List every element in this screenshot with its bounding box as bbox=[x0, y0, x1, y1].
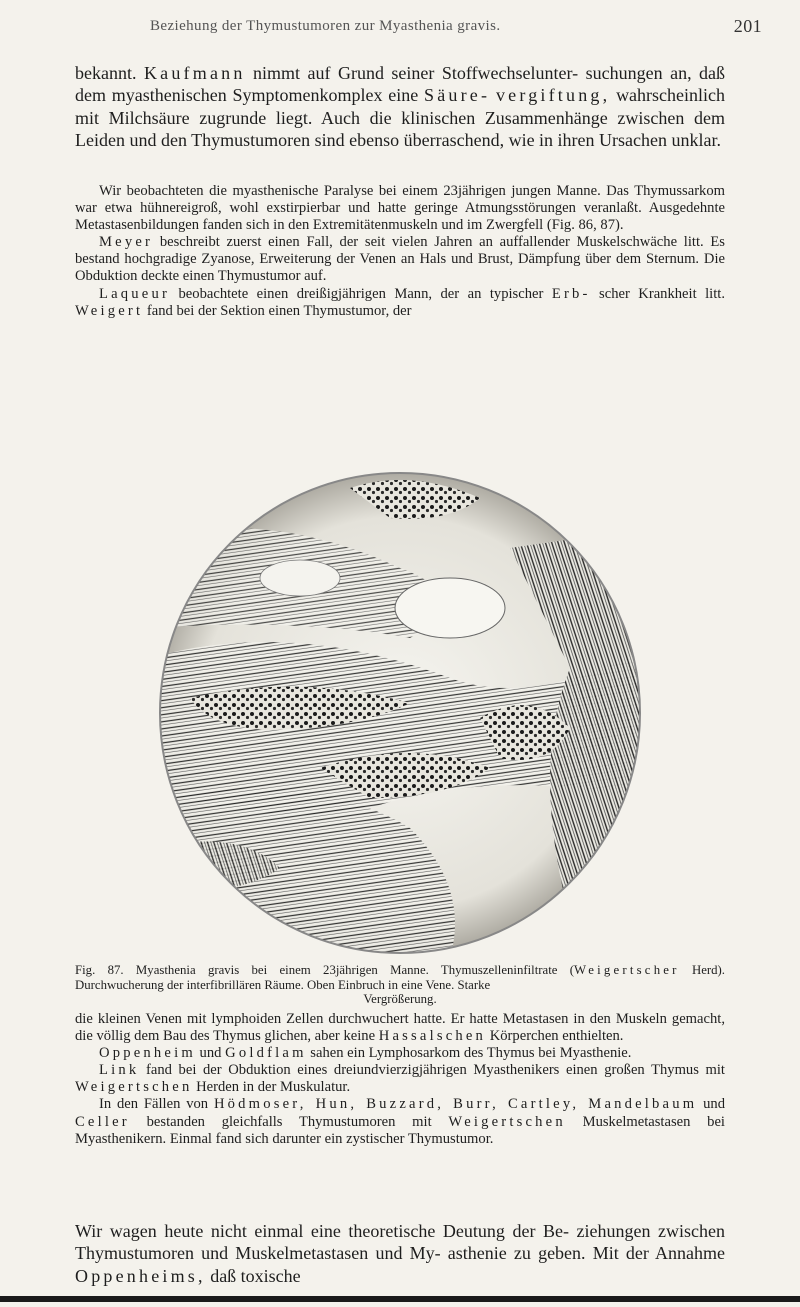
text-run: Herd). Durchwucherung der interfibrillären Räume. Oben Einbruch in eine Vene. Starke bbox=[75, 963, 726, 992]
micrograph-image-svg bbox=[150, 468, 650, 958]
text-run: Muskelmetastasen bei Myasthenikern. Einmal fand sich darunter ein zystischer Thymustumor. bbox=[75, 1113, 725, 1147]
author-name: Weigertscher bbox=[574, 963, 680, 977]
text-run: bestanden gleichfalls Thymustumoren mit bbox=[146, 1113, 432, 1130]
text-run: Herden in der Muskulatur. bbox=[196, 1079, 351, 1096]
author-names: Hödmoser, Hun, Buzzard, Burr, Cartley, Mandelbaum bbox=[213, 1096, 698, 1113]
text-run: nimmt auf Grund seiner Stoffwechselunter- bbox=[253, 63, 579, 83]
author-name: Weigert bbox=[75, 302, 144, 319]
text-run: wahrscheinlich mit Milchsäure zugrunde liegt. Auch die bbox=[75, 85, 726, 128]
text-run: die kleinen Venen mit lymphoiden Zellen durchwuchert hatte. Er hatte Metastasen in den Muskeln gemacht, die völlig dem Bau des Thymus glichen, aber keine bbox=[75, 1011, 725, 1045]
emphasis-text: vergiftung, bbox=[495, 85, 611, 106]
paragraph bbox=[75, 286, 725, 320]
page-number: 201 bbox=[733, 16, 762, 36]
author-name: Kaufmann bbox=[143, 63, 246, 83]
author-name: Meyer bbox=[99, 234, 154, 251]
author-name: Celler bbox=[75, 1113, 130, 1130]
author-name: Weigertschen bbox=[448, 1113, 566, 1130]
text-run: Körperchen enthielten. bbox=[489, 1028, 624, 1045]
figure-caption bbox=[75, 963, 725, 1007]
text-run: scher Krankheit litt. bbox=[599, 285, 725, 302]
paragraph bbox=[75, 1011, 725, 1045]
author-name: Hassalschen bbox=[378, 1028, 487, 1045]
closing-paragraph bbox=[75, 1220, 725, 1287]
text-run: klinischen Zusammenhänge zwischen dem Leiden und den Thymustumoren bbox=[75, 107, 725, 150]
text-run: daß toxische bbox=[210, 1265, 301, 1286]
text-run: bekannt. bbox=[75, 63, 137, 83]
text-run: Myasthenia gravis bei einem 23jährigen Manne. Thymuszelleninfiltrate ( bbox=[135, 963, 575, 977]
case-reports-continued bbox=[75, 1011, 725, 1148]
author-name: Oppenheim bbox=[99, 1045, 196, 1062]
text-run: In den Fällen von bbox=[99, 1096, 209, 1113]
text-run: asthenie zu geben. Mit der Annahme bbox=[447, 1243, 726, 1264]
running-header bbox=[150, 16, 762, 36]
case-reports-section bbox=[75, 183, 725, 320]
text-run: Vergrößerung. bbox=[363, 992, 437, 1007]
text-run: und bbox=[703, 1096, 726, 1113]
paragraph bbox=[75, 1096, 725, 1147]
paragraph: Wir beobachteten die myasthenische Paralyse bei einem 23jährigen jungen Manne. Das Thymussarkom war etwa hühnereigroß, wohl exstirpierbar und hatte geringe Atmungsstörungen veranlaßt. Ausgedehnte Metastasenbildungen fanden sich in den Extremitätenmuskeln und im Zwergfell (Fig. 86, 87). bbox=[75, 183, 725, 234]
text-run: sahen ein Lymphosarkom des Thymus bei Myasthenie. bbox=[310, 1045, 632, 1062]
author-name: Goldflam bbox=[225, 1045, 307, 1062]
author-name: Weigertschen bbox=[75, 1079, 193, 1096]
text-run: beobachtete einen dreißigjährigen Mann, der an typischer bbox=[178, 285, 544, 302]
caption-label: Fig. 87. bbox=[75, 963, 124, 977]
paragraph bbox=[75, 234, 725, 285]
text-run: ziehungen zwischen Thymustumoren und Muskelmetastasen und My- bbox=[75, 1221, 725, 1264]
text-run: Wir wagen heute nicht einmal eine theoretische Deutung der Be- bbox=[75, 1221, 569, 1241]
micrograph-image bbox=[150, 468, 650, 958]
emphasis-text: Säure- bbox=[423, 85, 491, 106]
text-run: suchungen an, daß dem myasthenischen Symptomenkomplex eine bbox=[75, 63, 726, 106]
text-run: sind ebenso überraschend, wie in ihren Ursachen unklar. bbox=[314, 129, 721, 150]
paragraph bbox=[75, 1062, 725, 1096]
author-name: Link bbox=[99, 1062, 140, 1079]
text-run: beschreibt zuerst einen Fall, der seit vielen Jahren an auffallender Muskelschwäche litt. Es bestand hochgradige Zyanose, Erweiterung der Venen an Hals und Brust, Dämpfung über dem Sternum. Die Obduktion deckte einen Thymustumor auf. bbox=[75, 234, 725, 285]
paragraph bbox=[75, 1045, 725, 1062]
author-name: Erb- bbox=[551, 285, 591, 302]
intro-paragraph bbox=[75, 62, 725, 151]
page-bottom-edge bbox=[0, 1296, 800, 1302]
text-run: fand bei der Obduktion eines dreiundvierzigjährigen Myasthenikers einen großen Thymus mit bbox=[146, 1062, 725, 1079]
author-name: Laqueur bbox=[99, 285, 171, 302]
running-title: Beziehung der Thymustumoren zur Myasthenia gravis. bbox=[150, 18, 501, 34]
text-run: und bbox=[199, 1045, 222, 1062]
author-name: Oppenheims, bbox=[75, 1265, 206, 1286]
text-run: fand bei der Sektion einen Thymustumor, der bbox=[146, 302, 412, 319]
